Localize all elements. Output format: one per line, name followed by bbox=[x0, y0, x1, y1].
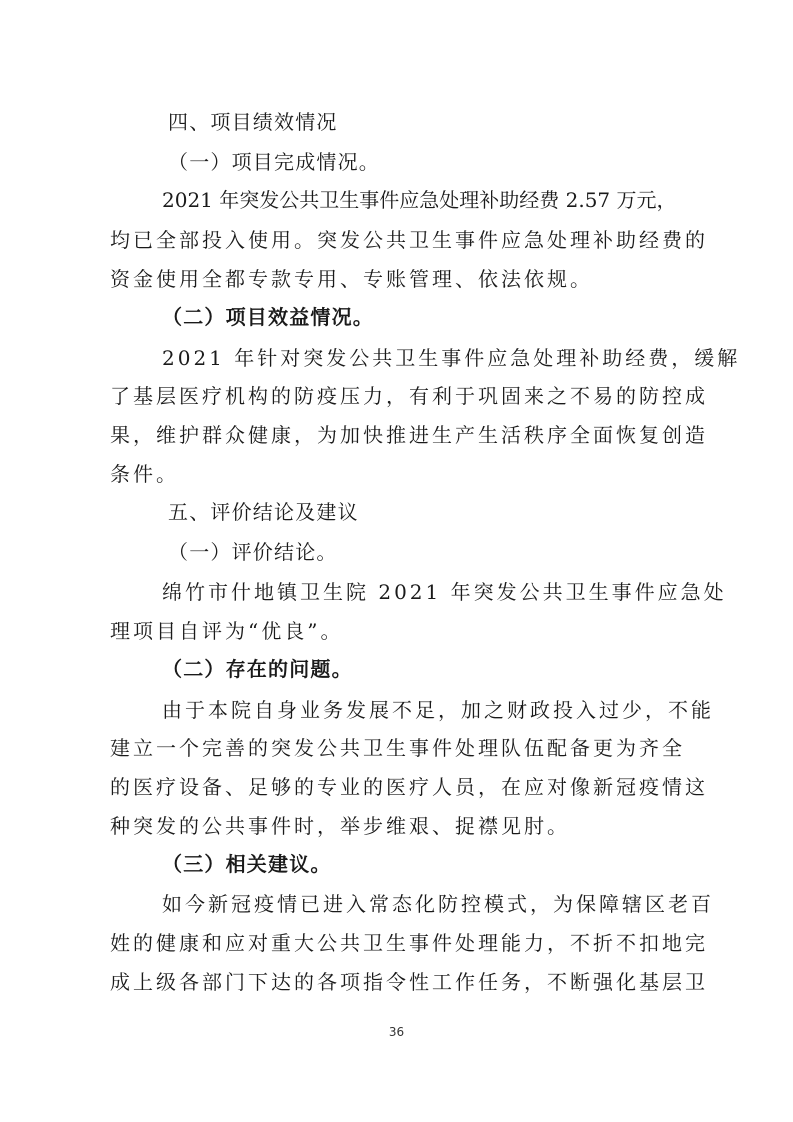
paragraph-line: 由于本院自身业务发展不足，加之财政投入过少，不能 bbox=[162, 698, 714, 722]
subsection-heading: （二）存在的问题。 bbox=[162, 657, 353, 681]
paragraph-line: 条件。 bbox=[110, 462, 179, 486]
paragraph-line: 建立一个完善的突发公共卫生事件处理队伍配备更为齐全 bbox=[110, 736, 685, 760]
paragraph-line: 成上级各部门下达的各项指令性工作任务，不断强化基层卫 bbox=[110, 970, 708, 994]
paragraph-line: 种突发的公共事件时，举步维艰、捉襟见肘。 bbox=[110, 814, 570, 838]
section-heading: 四、项目绩效情况 bbox=[168, 110, 338, 134]
paragraph-line: 理项目自评为“优良”。 bbox=[110, 619, 344, 643]
paragraph-line: 均已全部投入使用。突发公共卫生事件应急处理补助经费的 bbox=[110, 228, 708, 252]
paragraph-line: 如今新冠疫情已进入常态化防控模式，为保障辖区老百 bbox=[162, 892, 714, 916]
paragraph-line: 资金使用全都专款专用、专账管理、依法依规。 bbox=[110, 267, 593, 291]
paragraph-line: 姓的健康和应对重大公共卫生事件处理能力，不折不扣地完 bbox=[110, 931, 708, 955]
paragraph-line: 绵竹市什地镇卫生院 2021 年突发公共卫生事件应急处 bbox=[162, 580, 727, 604]
subsection-heading: （二）项目效益情况。 bbox=[162, 305, 374, 329]
subsection-heading: （三）相关建议。 bbox=[162, 852, 332, 876]
paragraph-line: 的医疗设备、足够的专业的医疗人员，在应对像新冠疫情这 bbox=[110, 775, 708, 799]
paragraph-line: 2021 年突发公共卫生事件应急处理补助经费 2.57 万元， bbox=[162, 188, 677, 212]
paragraph-line: 了基层医疗机构的防疫压力，有利于巩固来之不易的防控成 bbox=[110, 384, 708, 408]
subsection-heading: （一）评价结论。 bbox=[168, 540, 338, 564]
page-number: 36 bbox=[388, 1025, 405, 1039]
paragraph-line: 果，维护群众健康，为加快推进生产生活秩序全面恢复创造 bbox=[110, 423, 708, 447]
section-heading: 五、评价结论及建议 bbox=[168, 500, 359, 524]
paragraph-line: 2021 年针对突发公共卫生事件应急处理补助经费，缓解 bbox=[162, 346, 741, 370]
subsection-heading: （一）项目完成情况。 bbox=[168, 150, 380, 174]
